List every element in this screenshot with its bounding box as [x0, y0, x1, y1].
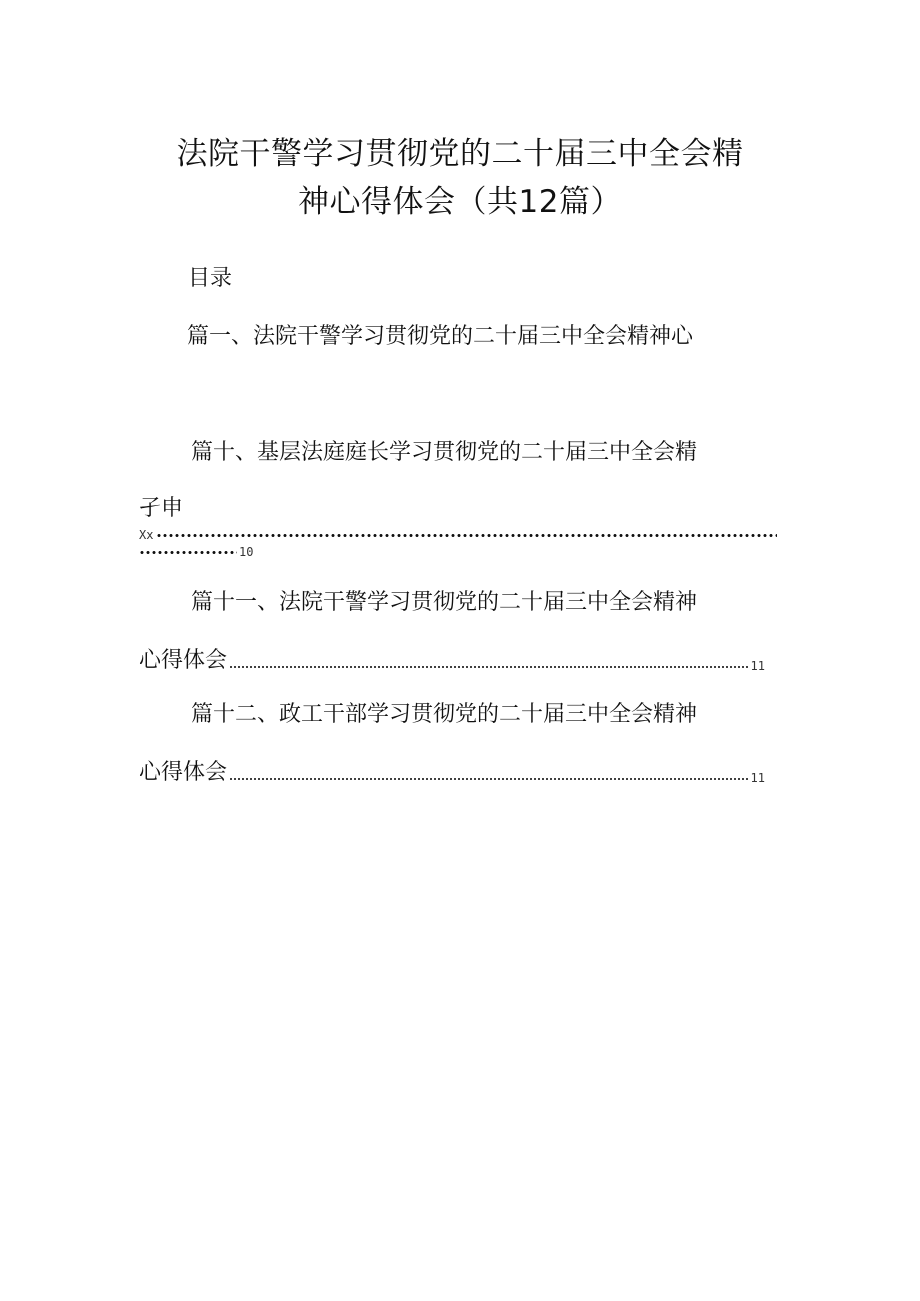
toc-entry-10-title[interactable]: 篇十、基层法庭庭长学习贯彻党的二十届三中全会精: [191, 440, 698, 465]
toc-entry-12-title-continued: 心得体会: [139, 760, 228, 785]
toc-entry-10-dot-leader: [156, 533, 777, 538]
document-title-line-2: 神心得体会（共12篇）: [298, 184, 622, 220]
toc-entry-10-leader-row: [139, 528, 777, 542]
toc-entry-10-page-number: 10: [239, 545, 254, 559]
toc-entry-11-dot-leader: [229, 665, 749, 669]
toc-entry-10-title-continued[interactable]: 孑申: [139, 496, 184, 521]
toc-entry-10-dot-leader-2: [139, 550, 237, 555]
toc-entry-12-title[interactable]: 篇十二、政工干部学习贯彻党的二十届三中全会精神: [191, 702, 698, 727]
document-title-line-1: 法院干警学习贯彻党的二十届三中全会精: [176, 136, 744, 172]
toc-entry-11-leader-row[interactable]: [139, 648, 765, 674]
toc-entry-1-title[interactable]: 篇一、法院干警学习贯彻党的二十届三中全会精神心: [187, 324, 694, 349]
toc-entry-12-page-number: 11: [750, 771, 765, 785]
toc-entry-11-title-continued: 心得体会: [139, 648, 228, 673]
toc-entry-12-leader-row[interactable]: [139, 760, 765, 786]
toc-entry-11-page-number: 11: [750, 659, 765, 673]
toc-entry-10-leader-row-2: [139, 545, 253, 559]
toc-entry-10-marker: Xx: [139, 528, 154, 542]
toc-entry-12-dot-leader: [229, 777, 749, 781]
toc-heading: 目录: [188, 266, 233, 291]
toc-entry-11-title[interactable]: 篇十一、法院干警学习贯彻党的二十届三中全会精神: [191, 590, 698, 615]
